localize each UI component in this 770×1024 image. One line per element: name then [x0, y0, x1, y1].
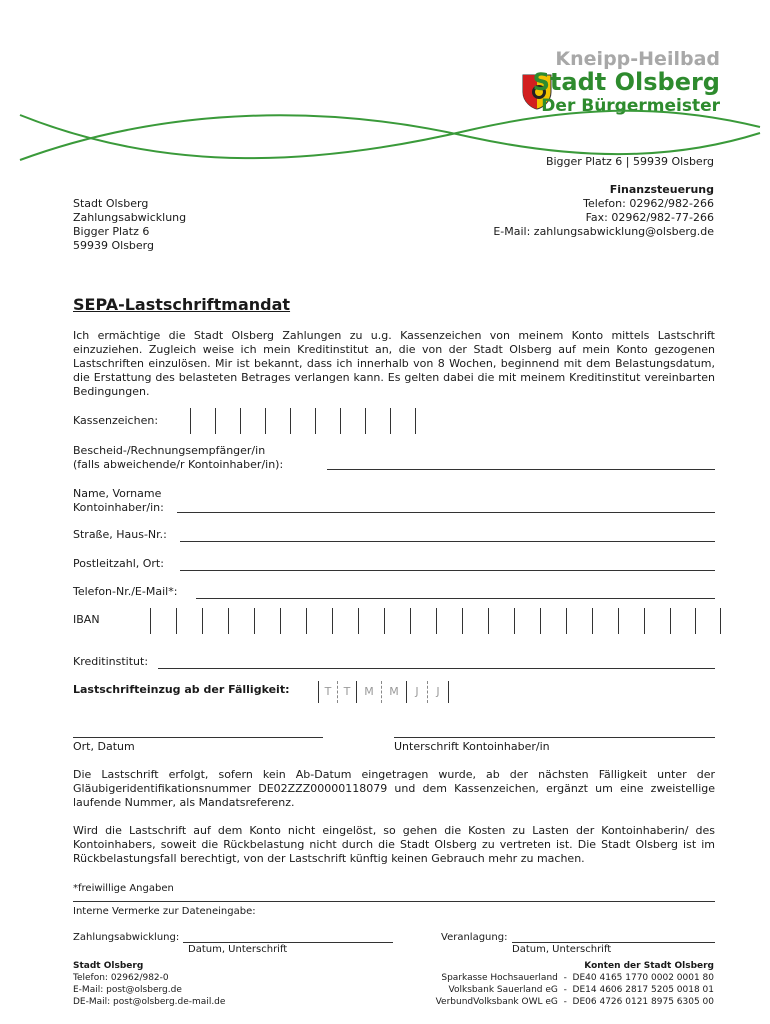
logo-line-buergermeister: Der Bürgermeister	[541, 96, 720, 116]
kredit-input-line[interactable]	[158, 668, 715, 669]
contact-fax: Fax: 02962/982-77-266	[585, 211, 714, 224]
internal-zahlung-label: Zahlungsabwicklung:	[73, 932, 180, 943]
unterschrift-line[interactable]	[394, 737, 715, 738]
bescheid-label-line1: Bescheid-/Rechnungsempfänger/in	[73, 444, 266, 457]
recipient-line: Stadt Olsberg	[73, 197, 149, 210]
sender-address-line: Bigger Platz 6 | 59939 Olsberg	[545, 155, 714, 168]
name-label-line1: Name, Vorname	[73, 487, 162, 500]
telefon-input-line[interactable]	[196, 598, 715, 599]
faelligkeit-label: Lastschrifteinzug ab der Fälligkeit:	[73, 683, 290, 696]
footer-right-title: Konten der Stadt Olsberg	[584, 961, 714, 971]
date-box-t: T	[338, 681, 357, 703]
ort-datum-label: Ort, Datum	[73, 740, 135, 753]
date-box-m: M	[357, 681, 382, 703]
date-box-t: T	[319, 681, 338, 703]
contact-block	[394, 183, 714, 239]
footer-left-title: Stadt Olsberg	[73, 961, 144, 971]
contact-dept: Finanzsteuerung	[609, 183, 714, 196]
iban-label: IBAN	[73, 613, 100, 626]
logo-line-stadt: Stadt Olsberg	[532, 68, 720, 96]
footer-bank: VerbundVolksbank OWL eG - DE06 4726 0121 8975 6305 00	[435, 997, 714, 1007]
strasse-input-line[interactable]	[180, 541, 715, 542]
contact-email: E-Mail: zahlungsabwicklung@olsberg.de	[493, 225, 714, 238]
name-input-line[interactable]	[177, 512, 715, 513]
footer-left	[73, 960, 333, 1008]
internal-title: Interne Vermerke zur Dateneingabe:	[73, 906, 256, 917]
footnote-divider	[73, 901, 715, 902]
bescheid-label	[73, 444, 283, 472]
kredit-label: Kreditinstitut:	[73, 655, 149, 668]
recipient-address	[73, 197, 293, 253]
page-title: SEPA-Lastschriftmandat	[73, 295, 291, 314]
strasse-label: Straße, Haus-Nr.:	[73, 528, 167, 541]
iban-input-boxes[interactable]	[150, 608, 721, 634]
unterschrift-label: Unterschrift Kontoinhaber/in	[394, 740, 550, 753]
footer-left-demail: DE-Mail: post@olsberg.de-mail.de	[73, 997, 226, 1007]
name-label	[73, 487, 164, 515]
logo-line-kneipp: Kneipp-Heilbad	[555, 48, 720, 70]
kassenzeichen-input-boxes[interactable]	[190, 408, 416, 434]
internal-zahlung-sub: Datum, Unterschrift	[188, 944, 288, 955]
ort-datum-line[interactable]	[73, 737, 323, 738]
paragraph-glaeubiger: Die Lastschrift erfolgt, sofern kein Ab-Datum eingetragen wurde, ab der nächsten Fälligkeit unter der Gläubigeridentifikationsnummer DE02ZZZ00000118079 und dem Kassenzeichen, ergänzt um eine zweistellige laufende Nummer, als Mandatsreferenz.	[73, 768, 715, 809]
recipient-line: Bigger Platz 6	[73, 225, 150, 238]
faelligkeit-date-boxes[interactable]	[318, 681, 449, 703]
recipient-line: Zahlungsabwicklung	[73, 211, 187, 224]
internal-veranlagung-sub: Datum, Unterschrift	[512, 944, 612, 955]
name-label-line2: Kontoinhaber/in:	[73, 501, 164, 514]
recipient-line: 59939 Olsberg	[73, 239, 154, 252]
footer-bank: Volksbank Sauerland eG - DE14 4606 2817 5205 0018 01	[448, 985, 714, 995]
footer-right	[374, 960, 714, 1008]
date-box-j: J	[407, 681, 428, 703]
kassenzeichen-label: Kassenzeichen:	[73, 414, 159, 427]
plz-input-line[interactable]	[180, 570, 715, 571]
footer-left-phone: Telefon: 02962/982-0	[73, 973, 169, 983]
contact-phone: Telefon: 02962/982-266	[583, 197, 714, 210]
date-box-j: J	[428, 681, 449, 703]
footer-left-email: E-Mail: post@olsberg.de	[73, 985, 182, 995]
footer-bank: Sparkasse Hochsauerland - DE40 4165 1770 0002 0001 80	[441, 973, 714, 983]
intro-paragraph: Ich ermächtige die Stadt Olsberg Zahlungen zu u.g. Kassenzeichen von meinem Konto mittels Lastschrift einzuziehen. Zugleich weise ich mein Kreditinstitut an, die von der Stadt Olsberg auf mein Konto gezogenen Lastschriften einzulösen. Mir ist bekannt, dass ich innerhalb von 8 Wochen, beginnend mit dem Belastungsdatum, die Erstattung des belasteten Betrages verlangen kann. Es gelten dabei die mit meinem Kreditinstitut vereinbarten Bedingungen.	[73, 329, 715, 398]
bescheid-input-line[interactable]	[327, 469, 715, 470]
bescheid-label-line2: (falls abweichende/r Kontoinhaber/in):	[73, 458, 284, 471]
paragraph-rueckbelastung: Wird die Lastschrift auf dem Konto nicht eingelöst, so gehen die Kosten zu Lasten der Kontoinhaberin/ des Kontoinhabers, soweit die Rückbelastung nicht durch die Stadt Olsberg zu vertreten ist. Die Stadt Olsberg ist im Rückbelastungsfall berechtigt, von der Lastschrift künftig keinen Gebrauch mehr zu machen.	[73, 824, 715, 865]
internal-veranlagung-label: Veranlagung:	[441, 932, 508, 943]
date-box-m: M	[382, 681, 407, 703]
footnote: *freiwillige Angaben	[73, 883, 174, 894]
telefon-label: Telefon-Nr./E-Mail*:	[73, 585, 178, 598]
plz-label: Postleitzahl, Ort:	[73, 557, 164, 570]
